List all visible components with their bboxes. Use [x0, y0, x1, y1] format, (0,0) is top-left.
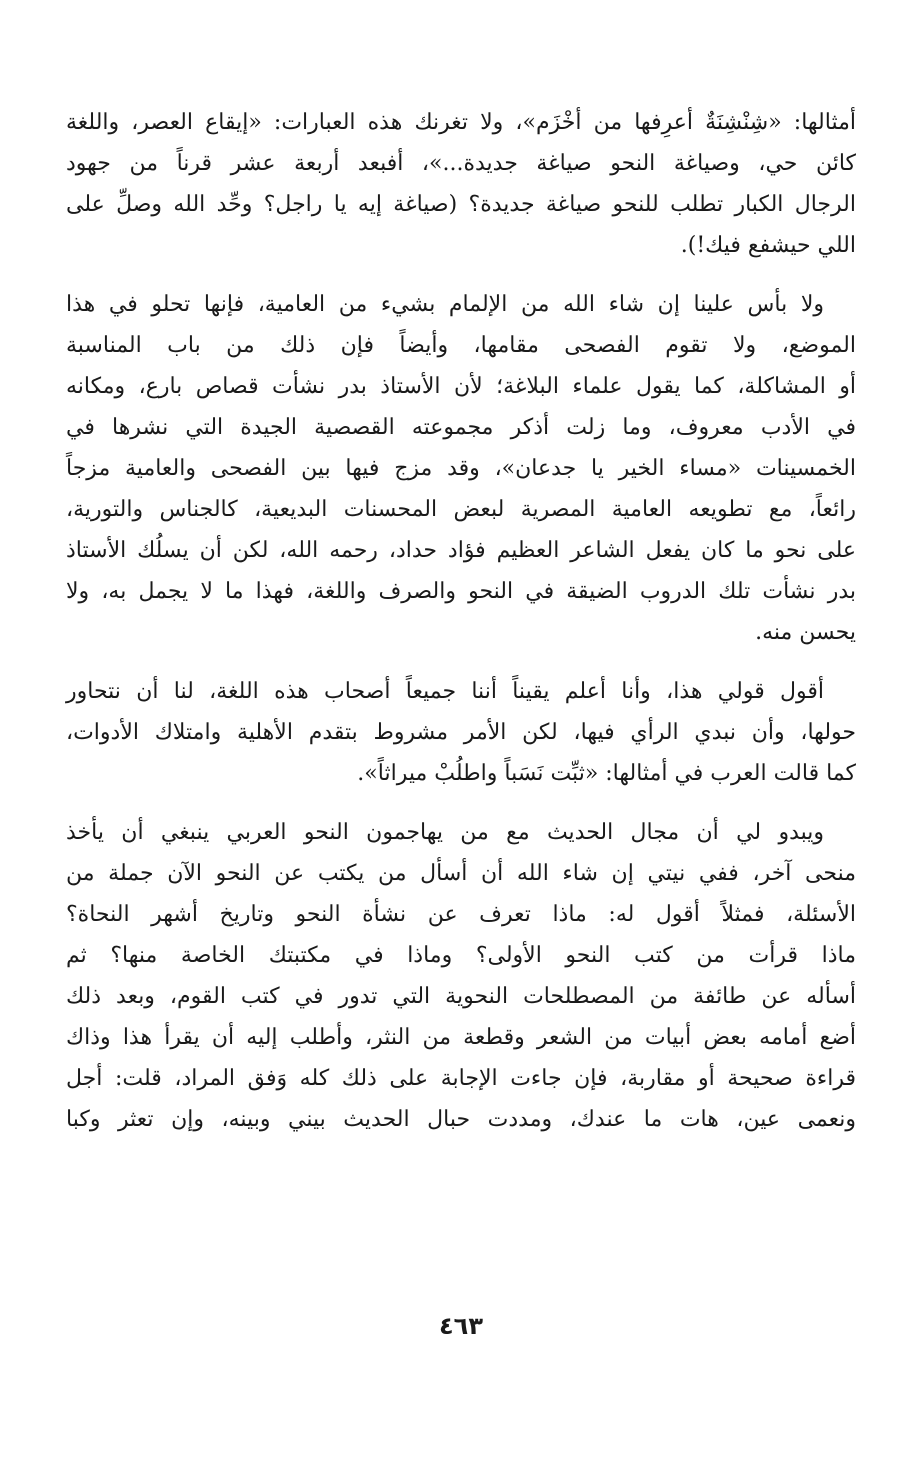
text-line: ويبدو لي أن مجال الحديث مع من يهاجمون النحو العربي ينبغي أن يأخذ	[66, 820, 824, 845]
text-line: أضع أمامه بعض أبيات من الشعر وقطعة من النثر، وأطلب إليه أن يقرأ هذا وذاك	[66, 1025, 856, 1050]
text-line: حولها، وأن نبدي الرأي فيها، لكن الأمر مشروط بتقدم الأهلية وامتلاك الأدوات،	[66, 720, 856, 745]
text-line: ولا بأس علينا إن شاء الله من الإلمام بشيء من العامية، فإنها تحلو في هذا	[66, 292, 824, 317]
text-line: أو المشاكلة، كما يقول علماء البلاغة؛ لأن الأستاذ بدر نشأت قصاص بارع، ومكانه	[66, 374, 856, 399]
text-line: ماذا قرأت من كتب النحو الأولى؟ وماذا في مكتبتك الخاصة منها؟ ثم	[66, 943, 856, 968]
text-line: أمثالها: «شِنْشِنَةٌ أعرِفها من أخْزَم»، ولا تغرنك هذه العبارات: «إيقاع العصر، واللغة	[66, 110, 856, 135]
text-line: ونعمى عين، هات ما عندك، ومددت حبال الحديث بيني وبينه، وإن تعثر وكبا	[66, 1107, 856, 1132]
text-line: الموضع، ولا تقوم الفصحى مقامها، وأيضاً فإن ذلك من باب المناسبة	[66, 333, 856, 358]
page-body	[66, 102, 856, 1158]
text-line: الخمسينات «مساء الخير يا جدعان»، وقد مزج فيها بين الفصحى والعامية مزجاً	[66, 456, 856, 481]
text-line: منحى آخر، ففي نيتي إن شاء الله أن أسأل من يكتب عن النحو الآن جملة من	[66, 861, 856, 886]
text-line: بدر نشأت تلك الدروب الضيقة في النحو والصرف واللغة، فهذا ما لا يجمل به، ولا	[66, 579, 856, 604]
text-line: اللي حيشفع فيك!).	[680, 233, 856, 258]
paragraph-3	[66, 671, 856, 794]
text-line: رائعاً، مع تطويعه العامية المصرية لبعض المحسنات البديعية، كالجناس والتورية،	[66, 497, 856, 522]
text-line: على نحو ما كان يفعل الشاعر العظيم فؤاد حداد، رحمه الله، لكن أن يسلُك الأستاذ	[66, 538, 856, 563]
text-line: الرجال الكبار تطلب للنحو صياغة جديدة؟ (صياغة إيه يا راجل؟ وحِّد الله وصلِّ على	[66, 192, 856, 217]
paragraph-2	[66, 284, 856, 653]
text-line: في الأدب معروف، وما زلت أذكر مجموعته القصصية الجيدة التي نشرها في	[66, 415, 856, 440]
text-line: كائن حي، وصياغة النحو صياغة جديدة...»، أفبعد أربعة عشر قرناً من جهود	[66, 151, 856, 176]
text-line: الأسئلة، فمثلاً أقول له: ماذا تعرف عن نشأة النحو وتاريخ أشهر النحاة؟	[66, 902, 856, 927]
page-number: ٤٦٣	[439, 1312, 483, 1340]
text-line: أقول قولي هذا، وأنا أعلم يقيناً أننا جميعاً أصحاب هذه اللغة، لنا أن نتحاور	[66, 679, 824, 704]
text-line: قراءة صحيحة أو مقاربة، فإن جاءت الإجابة على ذلك كله وَفق المراد، قلت: أجل	[66, 1066, 856, 1091]
paragraph-1	[66, 102, 856, 266]
text-line: يحسن منه.	[755, 620, 856, 645]
text-line: أسأله عن طائفة من المصطلحات النحوية التي تدور في كتب القوم، وبعد ذلك	[66, 984, 856, 1009]
paragraph-4	[66, 812, 856, 1140]
text-line: كما قالت العرب في أمثالها: «ثبِّت نَسَباً واطلُبْ ميراثاً».	[357, 761, 856, 786]
